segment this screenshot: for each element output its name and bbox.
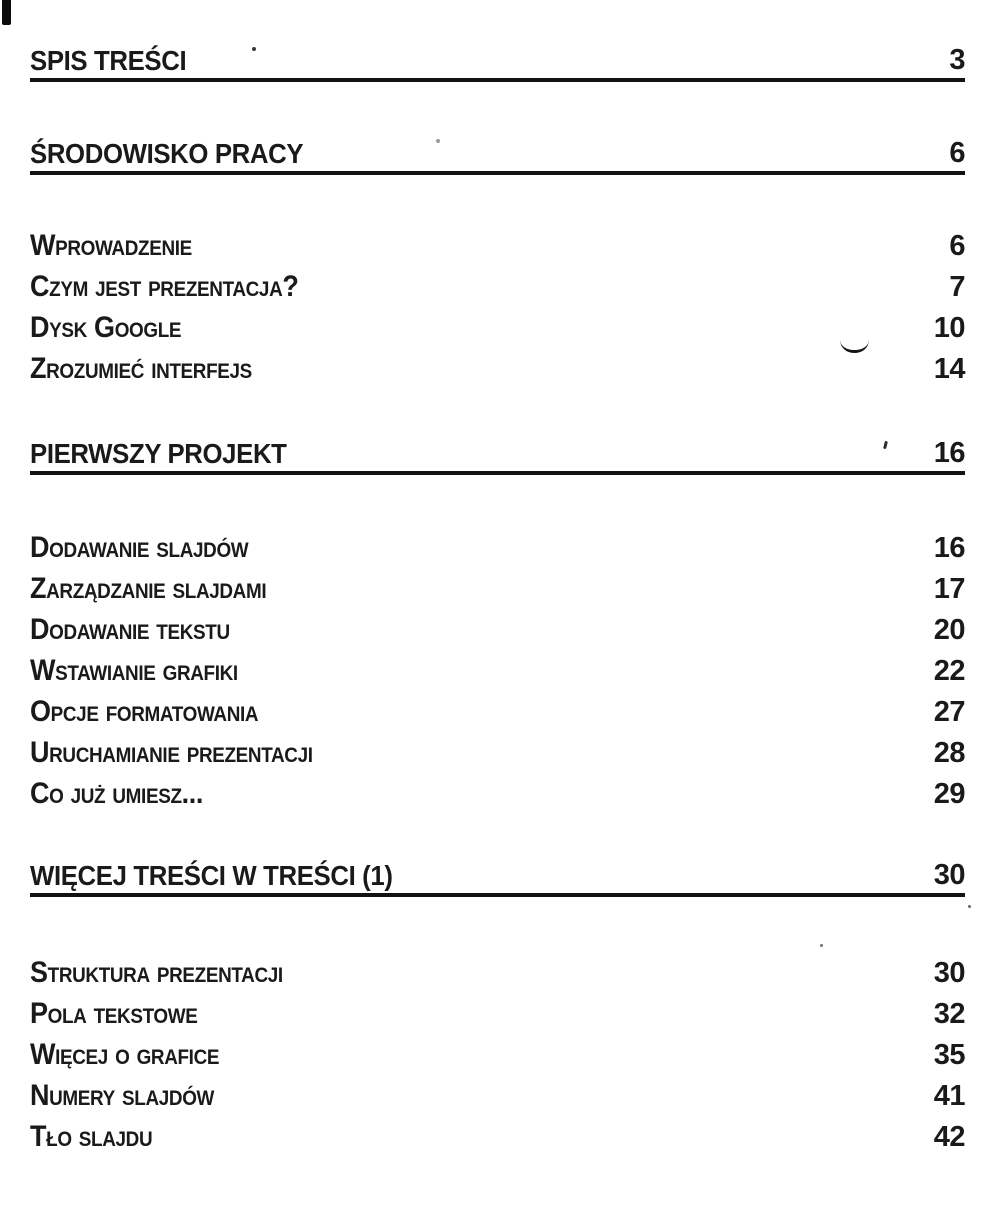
entry-label: Wprowadzenie [30,229,192,262]
toc-entry [30,609,965,650]
section-heading [30,44,965,82]
entry-label: Tło slajdu [30,1120,153,1153]
entry-label: Więcej o grafice [30,1038,220,1071]
heading-label: WIĘCEJ TREŚCI W TREŚCI (1) [30,860,393,891]
section-heading [30,437,965,475]
entry-page-number: 29 [933,778,965,810]
heading-page-number: 30 [933,859,965,891]
entry-page-number: 6 [949,230,965,262]
toc-entry [30,1116,965,1157]
toc-section-wiecej-tresci [30,859,965,1157]
heading-page-number: 3 [949,44,965,76]
entry-label: Numery slajdów [30,1079,215,1112]
entry-label: Zarządzanie slajdami [30,572,267,605]
heading-label: ŚRODOWISKO PRACY [30,138,304,169]
entry-label: Czym jest prezentacja? [30,270,299,303]
heading-label: SPIS TREŚCI [30,45,187,76]
toc-entry [30,952,965,993]
toc-entry [30,348,965,389]
entry-page-number: 42 [933,1121,965,1153]
section-entries [30,527,965,814]
entry-page-number: 28 [933,737,965,769]
entry-page-number: 30 [933,957,965,989]
toc-entry [30,307,965,348]
toc-entry [30,527,965,568]
entry-label: Wstawianie grafiki [30,654,238,687]
entry-page-number: 27 [933,696,965,728]
entry-page-number: 14 [933,353,965,385]
entry-label: Struktura prezentacji [30,956,283,989]
toc-entry [30,993,965,1034]
entry-label: Dysk Google [30,311,182,344]
entry-label: Pola tekstowe [30,997,198,1030]
entry-label: Zrozumieć interfejs [30,352,252,385]
entry-label: Dodawanie slajdów [30,531,249,564]
toc-entry [30,568,965,609]
entry-page-number: 22 [933,655,965,687]
entry-page-number: 16 [933,532,965,564]
heading-label: PIERWSZY PROJEKT [30,438,287,469]
toc-entry [30,773,965,814]
toc-entry [30,732,965,773]
entry-label: Uruchamianie prezentacji [30,736,313,769]
section-entries [30,225,965,389]
toc-entry [30,266,965,307]
section-heading [30,859,965,897]
toc-entry [30,1075,965,1116]
toc-section-pierwszy-projekt [30,437,965,814]
entry-label: Co już umiesz... [30,777,204,810]
entry-label: Dodawanie tekstu [30,613,230,646]
entry-page-number: 7 [949,271,965,303]
toc-entry [30,650,965,691]
toc-entry [30,691,965,732]
entry-page-number: 10 [933,312,965,344]
entry-page-number: 41 [933,1080,965,1112]
entry-page-number: 32 [933,998,965,1030]
toc-entry [30,225,965,266]
entry-page-number: 20 [933,614,965,646]
heading-page-number: 6 [949,137,965,169]
toc-section-spis-tresci [30,44,965,82]
toc-entry [30,1034,965,1075]
toc-section-srodowisko-pracy [30,137,965,389]
section-heading [30,137,965,175]
heading-page-number: 16 [933,437,965,469]
entry-page-number: 17 [933,573,965,605]
entry-label: Opcje formatowania [30,695,259,728]
section-entries [30,952,965,1157]
entry-page-number: 35 [933,1039,965,1071]
